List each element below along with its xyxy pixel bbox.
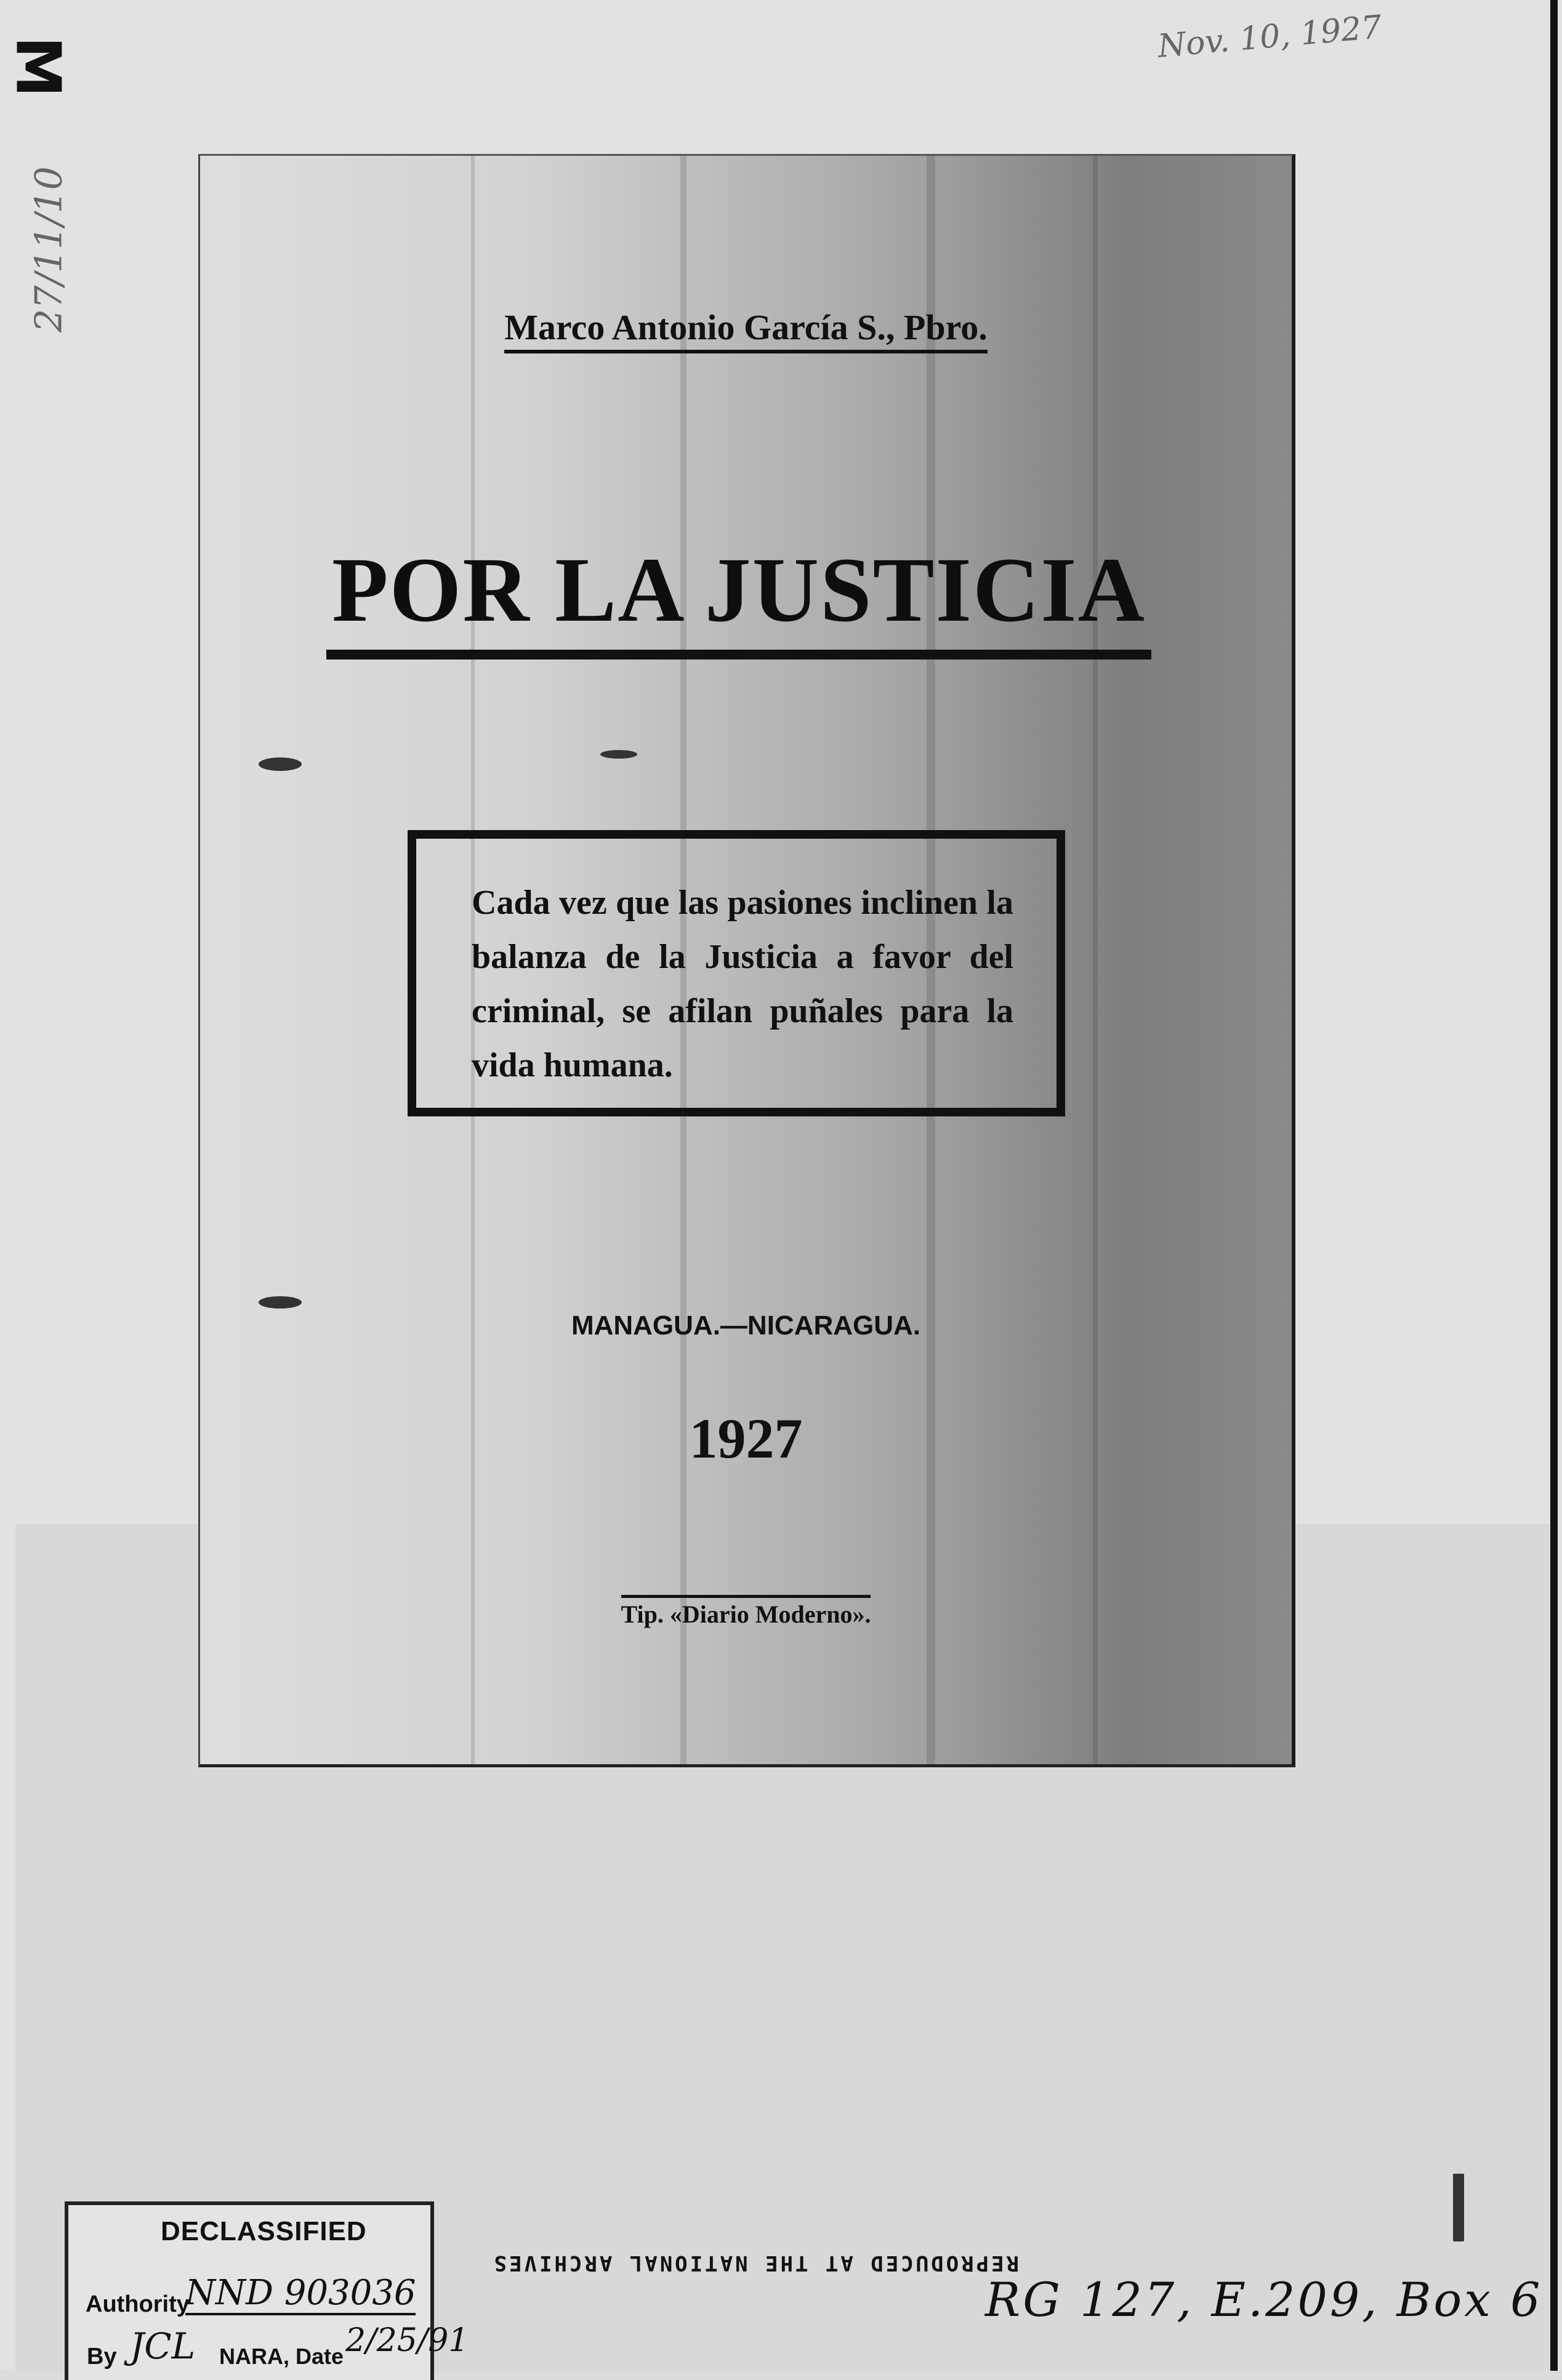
archives-notice: REPRODUCED AT THE NATIONAL ARCHIVES	[491, 2251, 1019, 2275]
stamp-date-label: NARA, Date	[219, 2344, 344, 2369]
author-line	[200, 307, 1292, 348]
book-title: POR LA JUSTICIA	[332, 539, 1146, 641]
box-reference: RG 127, E.209, Box 6	[985, 2272, 1543, 2327]
declassified-stamp	[65, 2201, 469, 2380]
margin-date: 27/11/10	[27, 166, 71, 333]
stamp-title: DECLASSIFIED	[161, 2216, 367, 2246]
scan-streak	[1093, 156, 1098, 1764]
printer-name: Tip. «Diario Moderno».	[621, 1595, 871, 1628]
epigraph-box	[408, 830, 1065, 1116]
stamp-date-value: 2/25/91	[345, 2322, 469, 2359]
epigraph-text: Cada vez que las pasiones inclinen la balanza de la Justicia a favor del criminal, se afilan puñales para la vida humana.	[472, 884, 1013, 1084]
publication-year: 1927	[689, 1407, 803, 1470]
stamp-by-label: By	[87, 2344, 117, 2370]
printer-line	[200, 1600, 1292, 1629]
stamp-authority-label: Authority	[86, 2291, 190, 2317]
scan-edge-line	[1550, 0, 1558, 2371]
title-underline	[326, 650, 1151, 660]
handwritten-date: Nov. 10, 1927	[1156, 9, 1383, 65]
stamp-authority-value: NND 903036	[185, 2273, 416, 2315]
scan-speck	[600, 750, 637, 759]
scan-speck	[259, 1296, 302, 1309]
scan-speck	[1453, 2174, 1464, 2241]
scan-speck	[259, 757, 302, 771]
margin-mark: M	[2, 36, 74, 98]
author-name: Marco Antonio García S., Pbro.	[504, 307, 988, 353]
stamp-by-value: JCL	[130, 2325, 196, 2367]
booklet-cover	[198, 154, 1295, 1767]
publication-place: MANAGUA.—NICARAGUA.	[571, 1310, 921, 1341]
